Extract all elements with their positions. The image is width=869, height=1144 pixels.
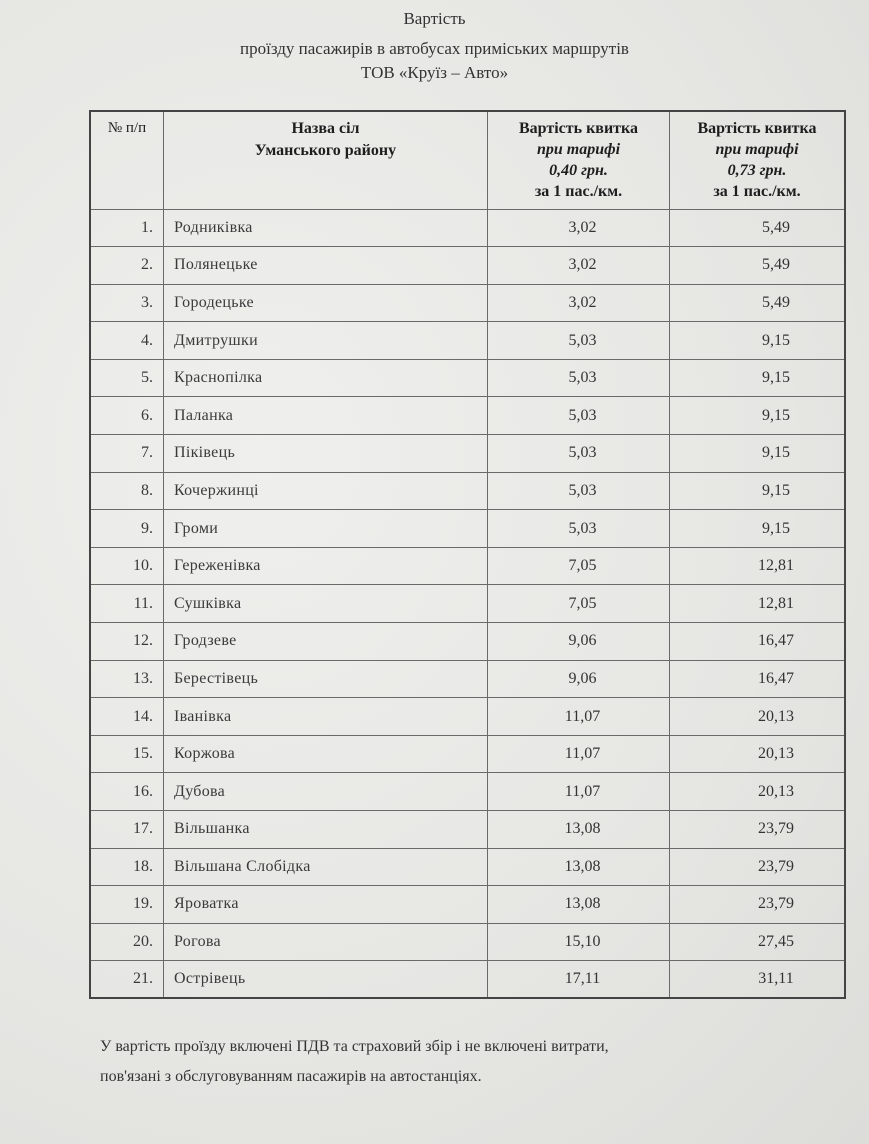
price-040: 17,11: [488, 961, 670, 999]
price-073: 23,79: [670, 848, 846, 886]
price-040: 5,03: [488, 435, 670, 473]
table-row: [90, 472, 845, 510]
table-row: [90, 923, 845, 961]
row-number: 20.: [90, 923, 164, 961]
row-number: 1.: [90, 209, 164, 247]
row-number: 3.: [90, 284, 164, 322]
table-row: [90, 209, 845, 247]
row-number: 7.: [90, 435, 164, 473]
row-number: 8.: [90, 472, 164, 510]
village-name: Полянецьке: [164, 247, 488, 285]
row-number: 10.: [90, 547, 164, 585]
price-073: 5,49: [670, 284, 846, 322]
village-name: Яроватка: [164, 886, 488, 924]
table-row: [90, 961, 845, 999]
price-073: 12,81: [670, 547, 846, 585]
header-price-040: Вартість квитка при тарифі 0,40 грн. за 1 пас./км.: [488, 111, 670, 209]
price-040: 3,02: [488, 209, 670, 247]
price-040: 9,06: [488, 623, 670, 661]
village-name: Піківець: [164, 435, 488, 473]
table-row: [90, 247, 845, 285]
row-number: 5.: [90, 359, 164, 397]
footnote: У вартість проїзду включені ПДВ та страховий збір і не включені витрати, пов'язані з обслуговуванням пасажирів на автостанціях.: [100, 1038, 609, 1085]
village-name: Громи: [164, 510, 488, 548]
price-040: 11,07: [488, 773, 670, 811]
village-name: Коржова: [164, 735, 488, 773]
village-name: Городецьке: [164, 284, 488, 322]
fare-table: [89, 110, 846, 999]
price-073: 9,15: [670, 472, 846, 510]
table-row: [90, 660, 845, 698]
row-number: 17.: [90, 811, 164, 849]
table-header-row: [90, 111, 845, 209]
price-040: 5,03: [488, 397, 670, 435]
village-name: Рогова: [164, 923, 488, 961]
table-row: [90, 698, 845, 736]
table-row: [90, 322, 845, 360]
price-073: 23,79: [670, 811, 846, 849]
price-073: 16,47: [670, 660, 846, 698]
price-040: 7,05: [488, 585, 670, 623]
header-price-073: Вартість квитка при тарифі 0,73 грн. за 1 пас./км.: [670, 111, 846, 209]
village-name: Острівець: [164, 961, 488, 999]
table-row: [90, 359, 845, 397]
village-name: Сушківка: [164, 585, 488, 623]
village-name: Дмитрушки: [164, 322, 488, 360]
price-040: 5,03: [488, 359, 670, 397]
price-073: 20,13: [670, 773, 846, 811]
price-073: 5,49: [670, 209, 846, 247]
price-040: 3,02: [488, 247, 670, 285]
village-name: Родниківка: [164, 209, 488, 247]
price-073: 20,13: [670, 735, 846, 773]
village-name: Паланка: [164, 397, 488, 435]
village-name: Берестівець: [164, 660, 488, 698]
table-row: [90, 510, 845, 548]
village-name: Вільшана Слобідка: [164, 848, 488, 886]
row-number: 2.: [90, 247, 164, 285]
price-073: 23,79: [670, 886, 846, 924]
village-name: Кочержинці: [164, 472, 488, 510]
price-040: 15,10: [488, 923, 670, 961]
header-number: № п/п: [90, 111, 164, 209]
price-073: 20,13: [670, 698, 846, 736]
document-subtitle: проїзду пасажирів в автобусах приміських маршрутів: [240, 39, 629, 58]
price-073: 5,49: [670, 247, 846, 285]
document-title: Вартість: [403, 9, 466, 28]
row-number: 16.: [90, 773, 164, 811]
price-040: 5,03: [488, 322, 670, 360]
village-name: Гродзеве: [164, 623, 488, 661]
table-row: [90, 284, 845, 322]
table-row: [90, 547, 845, 585]
row-number: 21.: [90, 961, 164, 999]
price-040: 7,05: [488, 547, 670, 585]
row-number: 11.: [90, 585, 164, 623]
price-040: 11,07: [488, 698, 670, 736]
price-073: 9,15: [670, 435, 846, 473]
price-073: 27,45: [670, 923, 846, 961]
price-073: 9,15: [670, 397, 846, 435]
table-row: [90, 585, 845, 623]
village-name: Гереженівка: [164, 547, 488, 585]
header-village-name: Назва сіл Уманського району: [164, 111, 488, 209]
table-row: [90, 623, 845, 661]
price-040: 13,08: [488, 848, 670, 886]
village-name: Краснопілка: [164, 359, 488, 397]
price-073: 9,15: [670, 322, 846, 360]
price-040: 9,06: [488, 660, 670, 698]
price-073: 16,47: [670, 623, 846, 661]
table-row: [90, 735, 845, 773]
table-row: [90, 811, 845, 849]
table-row: [90, 886, 845, 924]
price-040: 5,03: [488, 472, 670, 510]
row-number: 14.: [90, 698, 164, 736]
table-row: [90, 848, 845, 886]
price-040: 5,03: [488, 510, 670, 548]
price-040: 13,08: [488, 886, 670, 924]
price-040: 11,07: [488, 735, 670, 773]
price-073: 9,15: [670, 359, 846, 397]
row-number: 19.: [90, 886, 164, 924]
table-row: [90, 435, 845, 473]
row-number: 4.: [90, 322, 164, 360]
table-row: [90, 397, 845, 435]
price-073: 9,15: [670, 510, 846, 548]
row-number: 18.: [90, 848, 164, 886]
price-040: 13,08: [488, 811, 670, 849]
company-name: ТОВ «Круїз – Авто»: [360, 63, 509, 82]
row-number: 9.: [90, 510, 164, 548]
row-number: 15.: [90, 735, 164, 773]
village-name: Іванівка: [164, 698, 488, 736]
village-name: Дубова: [164, 773, 488, 811]
price-073: 31,11: [670, 961, 846, 999]
row-number: 6.: [90, 397, 164, 435]
row-number: 12.: [90, 623, 164, 661]
village-name: Вільшанка: [164, 811, 488, 849]
table-row: [90, 773, 845, 811]
price-073: 12,81: [670, 585, 846, 623]
price-040: 3,02: [488, 284, 670, 322]
row-number: 13.: [90, 660, 164, 698]
